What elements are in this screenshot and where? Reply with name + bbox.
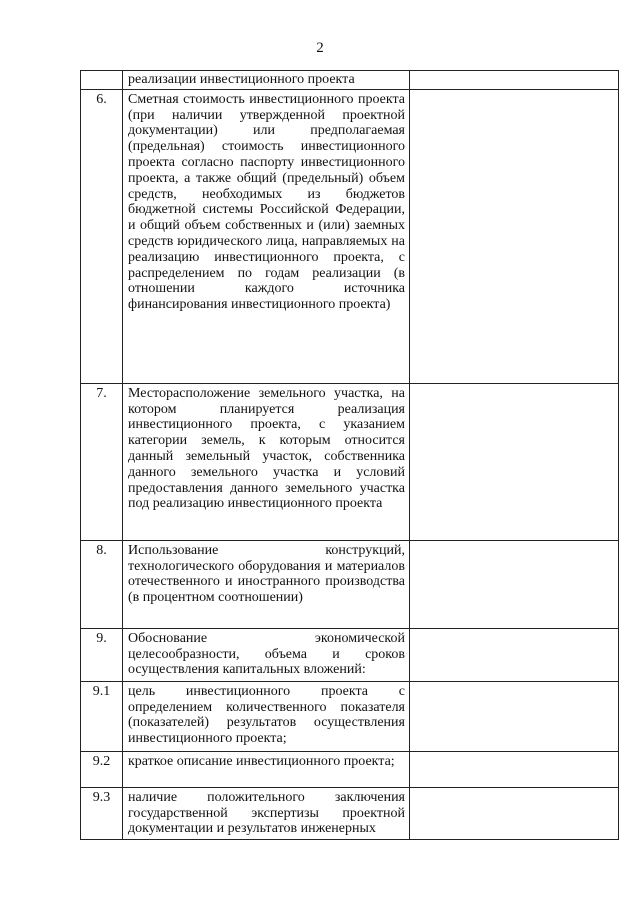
row-value-cell (410, 383, 619, 540)
table-row (81, 383, 619, 540)
table-row (81, 628, 619, 681)
table-row (81, 751, 619, 787)
row-description: Использование конструкций, технологического оборудования и материалов отечественного и иностранного производства (в процентном соотношении) (123, 540, 410, 628)
row-number: 9.1 (81, 681, 123, 751)
row-description: цель инвестиционного проекта с определением количественного показателя (показателей) результатов осуществления инвестиционного проекта; (123, 681, 410, 751)
table-row (81, 89, 619, 383)
row-value-cell (410, 71, 619, 90)
investment-project-table (80, 70, 619, 840)
row-value-cell (410, 751, 619, 787)
row-description: Обоснование экономической целесообразности, объема и сроков осуществления капитальных вложений: (123, 628, 410, 681)
row-number: 7. (81, 383, 123, 540)
row-number: 8. (81, 540, 123, 628)
row-number: 9.2 (81, 751, 123, 787)
row-value-cell (410, 787, 619, 839)
row-value-cell (410, 681, 619, 751)
row-number (81, 71, 123, 90)
page-number: 2 (316, 40, 324, 56)
row-description: Месторасположение земельного участка, на котором планируется реализация инвестиционного проекта, с указанием категории земель, к которым относится данный земельный участок, собственника данного земельного участка и условий предоставления данного земельного участка под реализацию инвестиционного проекта (123, 383, 410, 540)
table-row (81, 681, 619, 751)
row-description: краткое описание инвестиционного проекта; (123, 751, 410, 787)
row-description: Сметная стоимость инвестиционного проекта (при наличии утвержденной проектной документации) или предполагаемая (предельная) стоимость инвестиционного проекта согласно паспорту инвестиционного проекта, а также общий (предельный) объем средств, необходимых из бюджетов бюджетной системы Российской Федерации, и общий объем собственных и (или) заемных средств юридического лица, направляемых на реализацию инвестиционного проекта, с распределением по годам реализации (в отношении каждого источника финансирования инвестиционного проекта) (123, 89, 410, 383)
row-value-cell (410, 89, 619, 383)
row-number: 9. (81, 628, 123, 681)
row-value-cell (410, 540, 619, 628)
row-description: наличие положительного заключения государственной экспертизы проектной документации и результатов инженерных (123, 787, 410, 839)
row-number: 9.3 (81, 787, 123, 839)
table-row (81, 540, 619, 628)
table-row (81, 787, 619, 839)
row-description: реализации инвестиционного проекта (123, 71, 410, 90)
row-value-cell (410, 628, 619, 681)
table-row (81, 71, 619, 90)
row-number: 6. (81, 89, 123, 383)
